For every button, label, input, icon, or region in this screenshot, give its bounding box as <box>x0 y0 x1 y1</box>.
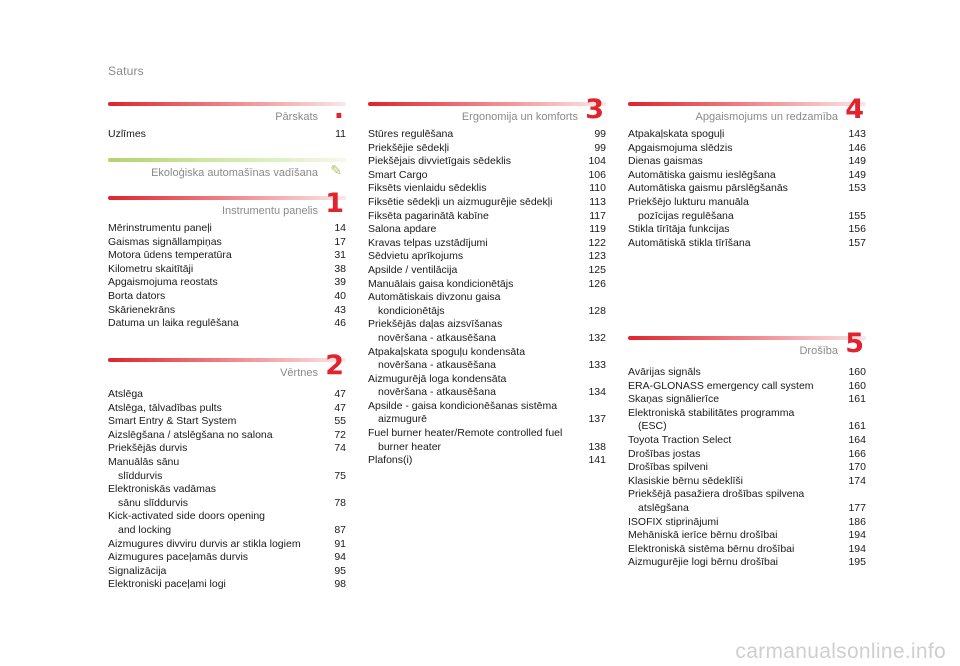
toc-entry-page: 174 <box>848 474 866 487</box>
section-title: Drošība <box>799 345 838 357</box>
toc-entry-title: Piekšējais divvietīgais sēdeklis <box>368 155 511 168</box>
toc-entry-page: 132 <box>588 331 606 344</box>
toc-entry-title: Kilometru skaitītāji <box>108 262 194 275</box>
toc-entry[interactable] <box>628 543 866 557</box>
toc-entry-title: Apsilde / ventilācija <box>368 263 458 276</box>
toc-entry-page: 78 <box>334 496 346 509</box>
toc-entry-title: Elektroniskās vadāmas <box>108 483 216 496</box>
toc-entry-title: Elektroniski paceļami logi <box>108 578 226 591</box>
toc-entry-title: Atslēga <box>108 388 144 400</box>
toc-entry[interactable] <box>628 448 866 462</box>
toc-entry-title: Drošības spilveni <box>628 461 708 474</box>
toc-entry-page: 170 <box>848 461 866 474</box>
toc-entry-page: 11 <box>335 128 346 140</box>
toc-entry-title: Borta dators <box>108 289 166 302</box>
toc-entry-page: 119 <box>589 223 606 236</box>
toc-entry-title: Aizmugurējie logi bērnu drošībai <box>628 556 778 569</box>
toc-entry[interactable] <box>368 169 606 183</box>
toc-entry-title: Apgaismojuma slēdzis <box>628 141 733 154</box>
toc-entry-title: Atslēga, tālvadības pults <box>108 401 222 414</box>
section-header <box>108 94 346 126</box>
section-number: . <box>333 94 344 125</box>
toc-entry-title-continued: (ESC) <box>638 420 667 433</box>
section-number: 3 <box>585 94 604 125</box>
toc-entry-title: Priekšējie sēdekļi <box>368 141 450 154</box>
toc-entry-title: Fuel burner heater/Remote controlled fuel <box>368 427 563 440</box>
toc-entry[interactable] <box>368 318 606 345</box>
toc-entry-title: Mērinstrumentu paneļi <box>108 222 212 234</box>
toc-entry[interactable] <box>368 278 606 292</box>
toc-entry-page: 160 <box>848 379 866 392</box>
toc-list <box>368 128 606 468</box>
toc-entry[interactable] <box>108 388 346 402</box>
toc-entry-title: Priekšējo lukturu manuāla <box>628 195 749 208</box>
toc-entry-page: 194 <box>848 542 866 555</box>
toc-entry-page: 106 <box>588 168 606 181</box>
section-title: Pārskats <box>275 111 318 123</box>
section-apgaismojums <box>628 94 866 250</box>
toc-entry-page: 110 <box>589 182 606 195</box>
section-header <box>368 94 606 126</box>
toc-entry[interactable] <box>628 169 866 183</box>
toc-entry-page: 177 <box>848 501 866 514</box>
toc-entry[interactable] <box>108 483 346 510</box>
toc-entry-page: 126 <box>588 277 606 290</box>
toc-entry-page: 128 <box>588 304 606 317</box>
toc-entry-page: 117 <box>589 209 606 222</box>
toc-entry[interactable] <box>368 400 606 427</box>
section-parskats <box>108 94 346 142</box>
section-ergonomija <box>368 94 606 468</box>
toc-entry[interactable] <box>368 346 606 373</box>
toc-entry-title: Apsilde - gaisa kondicionēšanas sistēma <box>368 399 558 412</box>
toc-entry[interactable] <box>108 578 346 592</box>
toc-entry-page: 155 <box>848 209 866 222</box>
toc-entry-title: Automātiskais divzonu gaisa <box>368 291 501 304</box>
toc-entry-page: 47 <box>334 388 346 400</box>
toc-entry[interactable] <box>628 475 866 489</box>
toc-entry-page: 122 <box>588 236 606 249</box>
toc-entry-title-continued: kondicionētājs <box>378 304 445 317</box>
section-header <box>628 328 866 360</box>
section-bar <box>108 196 346 200</box>
toc-entry-page: 99 <box>594 141 606 154</box>
section-title: Ekoloģiska automašīnas vadīšana <box>151 167 318 179</box>
eco-leaf-icon: ✎ <box>330 163 342 179</box>
section-title: Ergonomija un komforts <box>461 111 578 123</box>
toc-entry-page: 138 <box>588 440 606 453</box>
section-number: 2 <box>325 350 344 381</box>
toc-entry[interactable] <box>628 516 866 530</box>
section-header <box>108 188 346 220</box>
section-header <box>108 158 346 182</box>
toc-entry[interactable] <box>628 488 866 515</box>
toc-entry-title-continued: novēršana - atkausēšana <box>378 331 496 344</box>
toc-entry-page: 95 <box>334 564 346 577</box>
section-bar <box>628 336 866 340</box>
toc-entry-page: 156 <box>848 223 866 236</box>
toc-entry-title-continued: pozīcijas regulēšana <box>638 209 734 222</box>
toc-entry[interactable] <box>108 128 346 142</box>
toc-entry-title: Stikla tīrītāja funkcijas <box>628 223 730 236</box>
toc-entry-title: Drošības jostas <box>628 447 701 460</box>
toc-entry[interactable] <box>108 415 346 429</box>
section-drosiba <box>628 328 866 570</box>
toc-list <box>108 222 346 331</box>
toc-entry-title: Fiksēts vienlaidu sēdeklis <box>368 182 487 195</box>
toc-entry[interactable] <box>108 249 346 263</box>
toc-entry-title: Aizmugures paceļamās durvis <box>108 551 249 564</box>
toc-entry[interactable] <box>108 317 346 331</box>
toc-entry-page: 47 <box>334 401 346 414</box>
toc-entry-page: 125 <box>588 263 606 276</box>
toc-entry[interactable] <box>628 434 866 448</box>
toc-entry-title: Uzlīmes <box>108 128 146 140</box>
toc-entry-title-continued: aizmugurē <box>378 413 428 426</box>
toc-entry[interactable] <box>628 529 866 543</box>
toc-entry[interactable] <box>628 237 866 251</box>
toc-entry-page: 17 <box>334 235 346 248</box>
toc-entry[interactable] <box>628 142 866 156</box>
toc-entry-page: 75 <box>334 469 346 482</box>
toc-list <box>628 128 866 250</box>
toc-entry[interactable] <box>368 454 606 468</box>
toc-entry-page: 186 <box>848 515 866 528</box>
section-title: Instrumentu panelis <box>222 205 318 217</box>
toc-entry-title: Automātiska gaismu pārslēgšanās <box>628 182 788 195</box>
toc-entry-title: Fiksēta pagarinātā kabīne <box>368 209 489 222</box>
section-title: Vērtnes <box>280 367 318 379</box>
toc-entry-page: 87 <box>334 523 346 536</box>
toc-entry[interactable] <box>628 196 866 223</box>
toc-entry-page: 72 <box>334 428 346 441</box>
toc-entry-page: 104 <box>588 155 606 168</box>
toc-entry[interactable] <box>368 223 606 237</box>
toc-entry-page: 94 <box>334 551 346 564</box>
toc-entry-page: 134 <box>588 386 606 399</box>
toc-entry[interactable] <box>628 155 866 169</box>
toc-entry-title: Toyota Traction Select <box>628 433 732 446</box>
section-number: 1 <box>325 188 344 219</box>
toc-entry[interactable] <box>108 263 346 277</box>
toc-entry-title: Motora ūdens temperatūra <box>108 249 232 262</box>
watermark: carmanualsonline.info <box>735 640 946 663</box>
toc-entry[interactable] <box>628 182 866 196</box>
toc-entry-title: Sēdvietu aprīkojums <box>368 250 464 263</box>
toc-entry[interactable] <box>628 366 866 380</box>
toc-entry-title-continued: atslēgšana <box>638 501 689 514</box>
toc-entry-page: 133 <box>588 359 606 372</box>
toc-entry-title-continued: slīddurvis <box>118 469 163 482</box>
toc-entry-title: Elektroniskā sistēma bērnu drošībai <box>628 542 795 555</box>
toc-entry-page: 40 <box>334 289 346 302</box>
toc-entry-title: Atpakaļskata spoguļu kondensāta <box>368 345 526 358</box>
toc-entry[interactable] <box>108 551 346 565</box>
section-vertnes <box>108 350 346 592</box>
toc-entry-title: Kick-activated side doors opening <box>108 510 266 523</box>
toc-entry-page: 157 <box>848 236 866 249</box>
toc-entry-title: Priekšējās daļas aizsvīšanas <box>368 318 503 331</box>
toc-entry-title: Mehāniskā ierīce bērnu drošībai <box>628 529 778 542</box>
toc-entry[interactable] <box>108 290 346 304</box>
toc-entry[interactable] <box>368 291 606 318</box>
toc-entry[interactable] <box>628 556 866 570</box>
toc-entry-page: 99 <box>594 128 606 140</box>
toc-entry-page: 123 <box>588 250 606 263</box>
section-header <box>628 94 866 126</box>
toc-entry-page: 143 <box>848 128 866 140</box>
toc-entry[interactable] <box>108 565 346 579</box>
toc-entry-page: 14 <box>334 222 346 234</box>
toc-entry-title: Datuma un laika regulēšana <box>108 317 239 330</box>
section-bar <box>108 158 346 162</box>
toc-entry-page: 39 <box>334 276 346 289</box>
toc-entry[interactable] <box>368 155 606 169</box>
toc-entry-title: Aizmugures divviru durvis ar stikla logiem <box>108 537 301 550</box>
section-eko <box>108 158 346 184</box>
toc-entry-title-continued: and locking <box>118 523 172 536</box>
toc-entry-title-continued: novēršana - atkausēšana <box>378 386 496 399</box>
toc-entry-title: Kravas telpas uzstādījumi <box>368 236 488 249</box>
toc-entry-title: Stūres regulēšana <box>368 128 454 140</box>
toc-entry[interactable] <box>368 142 606 156</box>
toc-entry-page: 194 <box>848 529 866 542</box>
toc-entry-page: 141 <box>588 454 606 467</box>
toc-entry-title: Aizmugurējā loga kondensāta <box>368 372 507 385</box>
toc-entry-title: Automātiskā stikla tīrīšana <box>628 236 751 249</box>
toc-entry[interactable] <box>108 236 346 250</box>
toc-entry[interactable] <box>628 461 866 475</box>
toc-entry[interactable] <box>628 393 866 407</box>
toc-entry-title: Manuālais gaisa kondicionētājs <box>368 277 514 290</box>
toc-entry-title: ERA-GLONASS emergency call system <box>628 379 814 392</box>
toc-list <box>108 388 346 592</box>
toc-entry-page: 149 <box>848 155 866 168</box>
toc-entry[interactable] <box>628 223 866 237</box>
toc-entry-page: 46 <box>334 317 346 330</box>
toc-entry-page: 146 <box>848 141 866 154</box>
toc-entry[interactable] <box>628 407 866 434</box>
section-bar <box>108 358 346 362</box>
toc-entry[interactable] <box>368 264 606 278</box>
toc-entry-page: 149 <box>848 168 866 181</box>
section-bar <box>368 102 606 106</box>
section-bar <box>108 102 346 106</box>
section-title: Apgaismojums un redzamība <box>695 111 838 123</box>
toc-entry[interactable] <box>628 128 866 142</box>
toc-entry-title: Smart Entry & Start System <box>108 415 237 428</box>
section-number: 5 <box>845 328 864 359</box>
toc-entry-title: Avārijas signāls <box>628 366 701 378</box>
toc-entry-page: 38 <box>334 262 346 275</box>
toc-entry[interactable] <box>368 182 606 196</box>
toc-entry-title: Elektroniskā stabilitātes programma <box>628 406 795 419</box>
toc-entry-title: Klasiskie bērnu sēdeklīši <box>628 474 743 487</box>
toc-entry-title: Priekšējā pasažiera drošības spilvena <box>628 488 805 501</box>
toc-entry-page: 31 <box>334 249 346 262</box>
toc-entry-page: 113 <box>589 195 606 208</box>
section-bar <box>628 102 866 106</box>
toc-list <box>628 366 866 570</box>
toc-entry[interactable] <box>108 402 346 416</box>
toc-entry-page: 153 <box>848 182 866 195</box>
section-header <box>108 350 346 382</box>
toc-entry-title-continued: sānu slīddurvis <box>118 496 189 509</box>
toc-entry-title: Plafons(i) <box>368 454 413 467</box>
toc-entry[interactable] <box>368 210 606 224</box>
toc-entry-page: 55 <box>334 415 346 428</box>
section-number: 4 <box>845 94 864 125</box>
toc-entry-title: Automātiska gaismu ieslēgšana <box>628 168 776 181</box>
toc-entry-page: 195 <box>848 556 866 569</box>
page-heading: Saturs <box>108 64 144 78</box>
toc-entry[interactable] <box>108 429 346 443</box>
toc-entry-page: 43 <box>334 303 346 316</box>
toc-entry-title: Atpakaļskata spoguļi <box>628 128 725 140</box>
toc-entry[interactable] <box>108 456 346 483</box>
toc-entry-title: Manuālās sānu <box>108 455 180 468</box>
toc-entry[interactable] <box>108 538 346 552</box>
toc-entry-page: 164 <box>848 433 866 446</box>
toc-entry-title: Aizslēgšana / atslēgšana no salona <box>108 428 273 441</box>
toc-entry[interactable] <box>368 237 606 251</box>
toc-entry-title: Priekšējās durvis <box>108 442 188 455</box>
toc-entry-page: 137 <box>588 413 606 426</box>
toc-entry-title-continued: burner heater <box>378 440 442 453</box>
toc-list <box>108 128 346 142</box>
toc-entry-page: 166 <box>848 447 866 460</box>
toc-entry-title: Skārienekrāns <box>108 303 176 316</box>
toc-entry-title: Gaismas signāllampiņas <box>108 235 222 248</box>
toc-entry-title: Dienas gaismas <box>628 155 703 168</box>
toc-entry-title: Salona apdare <box>368 223 437 236</box>
toc-entry-page: 160 <box>848 366 866 378</box>
toc-entry-title: Signalizācija <box>108 564 167 577</box>
toc-entry[interactable] <box>368 373 606 400</box>
toc-entry-title: Apgaismojuma reostats <box>108 276 218 289</box>
toc-entry-title-continued: novēršana - atkausēšana <box>378 359 496 372</box>
toc-entry[interactable] <box>108 442 346 456</box>
toc-entry-page: 74 <box>334 442 346 455</box>
toc-entry[interactable] <box>108 222 346 236</box>
toc-entry[interactable] <box>368 427 606 454</box>
toc-entry-title: Smart Cargo <box>368 168 428 181</box>
toc-entry[interactable] <box>108 276 346 290</box>
toc-entry-page: 98 <box>334 578 346 591</box>
toc-entry-title: Fiksētie sēdekļi un aizmugurējie sēdekļi <box>368 195 553 208</box>
toc-entry-page: 161 <box>848 420 866 433</box>
toc-entry[interactable] <box>368 196 606 210</box>
toc-entry[interactable] <box>108 304 346 318</box>
toc-entry[interactable] <box>628 380 866 394</box>
toc-entry[interactable] <box>368 250 606 264</box>
toc-entry-page: 161 <box>848 393 866 406</box>
toc-entry[interactable] <box>368 128 606 142</box>
toc-entry[interactable] <box>108 510 346 537</box>
toc-entry-title: Skaņas signālierīce <box>628 393 720 406</box>
toc-entry-title: ISOFIX stiprinājumi <box>628 515 719 528</box>
toc-entry-page: 91 <box>334 537 346 550</box>
section-instrumentu <box>108 188 346 331</box>
